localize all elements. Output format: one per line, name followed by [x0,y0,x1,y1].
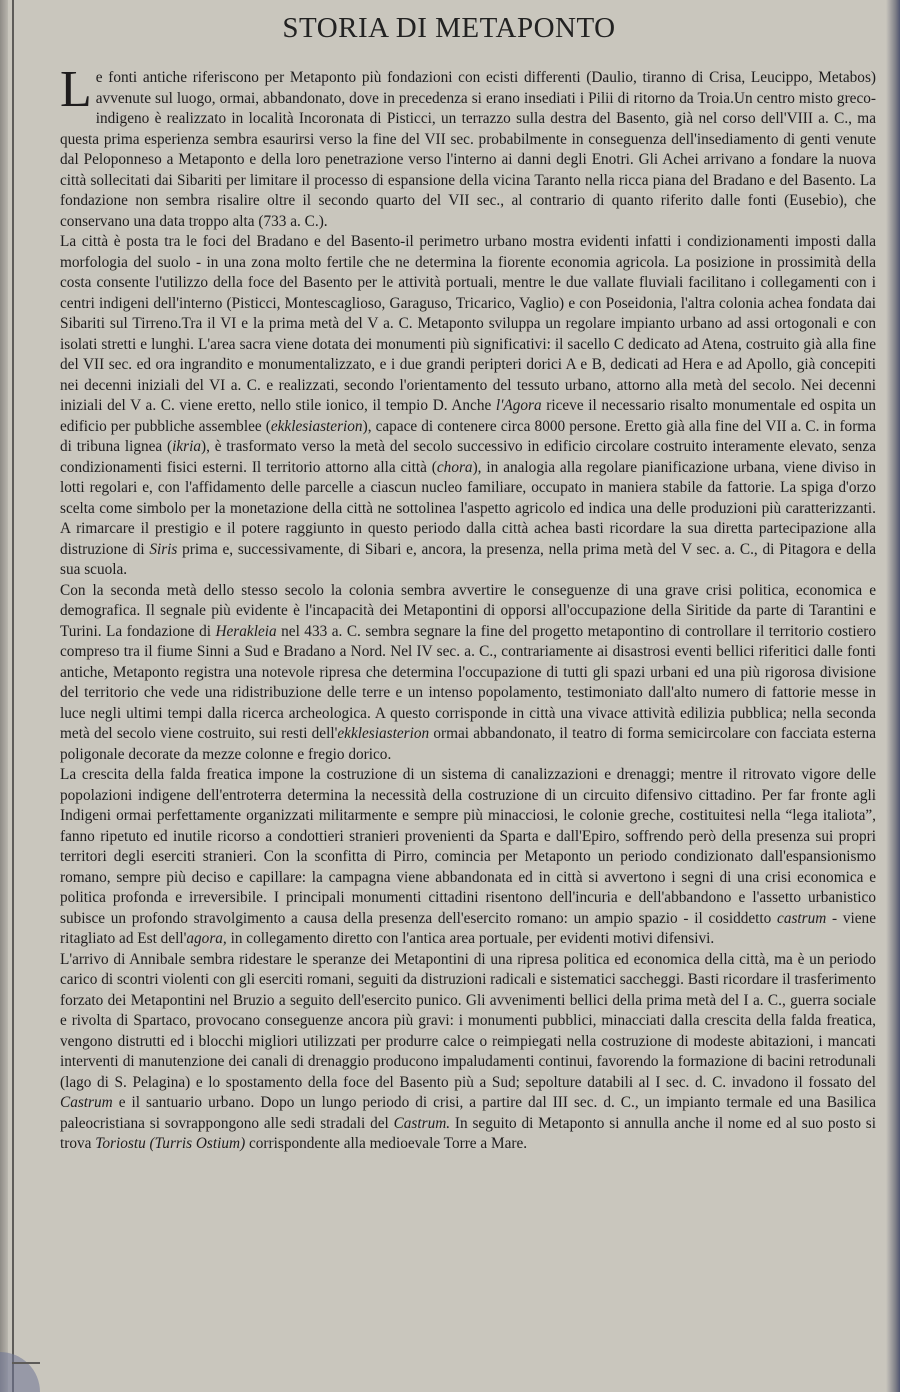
panel-left-edge [0,0,8,1392]
text-run: e il santuario urbano. Dopo un lungo periodo di crisi, a partire dal III sec. d. C., un impianto termale ed una Basilica paleocristiana si sovrappongono alle sedi stradali del [60,1094,876,1132]
page-title: STORIA DI METAPONTO [282,12,616,44]
article-body [60,61,876,1155]
text-run: ), in analogia alla regolare pianificazione urbana, viene diviso in lotti regolari e, con l'affidamento delle parcelle a ciascun nucleo familiare, occupato in maniera stabile da fattorie. La spiga d'orzo scelta come simbolo per la monetazione della città ne sottolinea l'aspetto agricolo ed indica una delle produzioni più caratterizzanti. A rimarcare il prestigio e il potere raggiunto in questo periodo dalla città achea basti ricordare la sua diretta partecipazione alla distruzione di [60,458,876,558]
paragraph-3 [60,581,876,766]
text-run: ), è trasformato verso la metà del secolo successivo in edificio circolare costruito interamente elevato, senza condizionamenti fisici esterni. Il territorio attorno alla città ( [60,438,876,476]
text-run: La città è posta tra le foci del Bradano e del Basento-il perimetro urbano mostra evidenti infatti i condizionamenti imposti dalla morfologia del suolo - in una zona molto fertile che ne determina la fiorente economia agricola. La posizione in prossimità della costa consente l'utilizzo della foce del Basento per le attività portuali, mentre le due vallate fluviali facilitano i collegamenti con i centri indigeni dell'interno (Pisticci, Montescaglioso, Garaguso, Tricarico, Vaglio) e con Poseidonia, l'altra colonia achea fondata dai Sibariti sul Tirreno.Tra il VI e la prima metà del V a. C. Metaponto sviluppa un regolare impianto urbano ad assi ortogonali e con isolati stretti e lunghi. L'area sacra viene dotata dei monumenti più significativi: il sacello C dedicato ad Atena, costruito già alla fine del VII sec. ed ora ingrandito e monumentalizzato, e i due grandi peripteri dorici A e B, dedicati ad Hera e ad Apollo, già concepiti nei decenni iniziali del VI a. C. e realizzati, secondo l'orientamento del tessuto urbano, attorno alla metà del secolo. Nei decenni iniziali del V a. C. viene eretto, nello stile ionico, il tempio D. Anche [60,233,876,414]
italic-term: Toriostu (Turris Ostium) [95,1135,246,1152]
italic-term: ekklesiasterion [270,417,363,435]
italic-term: chora [436,458,473,476]
paragraph-4 [60,765,876,950]
text-run: L'arrivo di Annibale sembra ridestare le speranze dei Metapontini di una ripresa politica ed economica della città, ma è un periodo carico di scontri violenti con gli eserciti romani, seguiti da distruzioni radicali e sistematici saccheggi. Basti ricordare il trasferimento forzato dei Metapontini nel Bruzio a seguito dell'esercito punico. Gli avvenimenti bellici della prima metà del I a. C., guerra sociale e rivolta di Spartaco, provocano conseguenze ancora più gravi: i monumenti pubblici, minacciati dalla crescita della falda freatica, vengono distrutti ed i blocchi migliori utilizzati per produrre calce o reimpiegati nella costruzione di modeste abitazioni, i mancati interventi di manutenzione dei canali di drenaggio producono impaludamenti continui, favorendo la formazione di bacini retrodunali (lago di S. Pelagina) e lo spostamento della foce del Basento più a Sud; sepolture databili al I sec. d. C. invadono il fossato del [60,950,876,1091]
text-run: La crescita della falda freatica impone la costruzione di un sistema di canalizzazioni e drenaggi; mentre il ritrovato vigore delle popolazioni indigene dell'entroterra determina la necessità della costruzione di un circuito difensivo cittadino. Per far fronte agli Indigeni ormai perfettamente organizzati militarmente e sempre più minacciosi, le colonie greche, costituitesi nella “lega italiota”, fanno ripetuto ed inutile ricorso a condottieri stranieri provenienti da Sparta e dall'Epiro, soffrendo però della presenza sui propri territori degli eserciti stranieri. Con la sconfitta di Pirro, comincia per Metaponto un periodo condizionato dall'espansionismo romano, sempre più deciso e capillare: la campagna viene abbandonata ed in città si avvertono i segni di una crisi economica e politica profonda e irreversibile. I principali monumenti cittadini risentono dell'incuria e dell'abbandono e l'assetto urbanistico subisce un profondo stravolgimento a causa della presenza dell'esercito romano: un ampio spazio - il cosiddetto [60,766,876,927]
italic-term: Castrum. [393,1114,451,1132]
text-run: ormai abbandonato, il teatro di forma semicircolare con facciata esterna poligonale decorate da mezze colonne e fregio dorico. [60,725,876,763]
text-run: Con la seconda metà dello stesso secolo la colonia sembra avvertire le conseguenze di una grave crisi politica, economica e demografica. Il segnale più evidente è l'incapacità dei Metapontini di opporsi all'occupazione della Siritide da parte di Tarantini e Turini. La fondazione di [60,581,876,640]
italic-term: l'Agora [495,397,542,414]
text-run: - viene ritagliato ad Est dell' [60,909,876,947]
text-run: in collegamento diretto con l'antica area portuale, per evidenti motivi difensivi. [226,930,715,947]
text-run: riceve il necessario risalto monumentale ed ospita un edificio per pubbliche assemblee ( [60,397,876,435]
italic-term: Herakleia [215,622,277,640]
paragraph-1 [60,61,876,232]
italic-term: castrum [777,909,827,927]
italic-term: ikria [172,438,201,455]
frame-line [12,0,14,1392]
text-run: e fonti antiche riferiscono per Metaponto più fondazioni con ecisti differenti (Daulio, tiranno di Crisa, Leucippo, Metabos) avvenute sul luogo, ormai, abbandonato, dove in precedenza si erano insediati i Pilii di ritorno da Troia.Un centro misto greco-indigeno è realizzato in località Incoronata di Pisticci, un terrazzo sulla destra del Basento, già nel corso dell'VIII a. C., ma questa prima esperienza sembra esaurirsi verso la fine del VII sec. probabilmente in conseguenza dell'insediamento di genti venute dal Peloponneso a Metaponto e della loro penetrazione verso l'interno ai danni degli Enotri. Gli Achei arrivano a fondare la nuova città sollecitati dai Sibariti per limitare il processo di espansione della vicina Taranto nella ricca piana del Bradano e del Basento. La fondazione non sembra risalire oltre il secondo quarto del VII sec., al contrario di quanto riferito dalle fonti (Eusebio), che conservano una data troppo alta (733 a. C.). [60,69,876,230]
text-run: In seguito di Metaponto si annulla anche il nome ed al suo posto si trova [60,1114,876,1152]
panel-right-edge [886,0,900,1392]
info-panel [22,0,876,1392]
paragraph-2 [60,232,876,581]
text-run: nel 433 a. C. sembra segnare la fine del progetto metapontino di controllare il territorio costiero compreso tra il fiume Sinni a Sud e Bradano a Nord. Nel IV sec. a. C., contrariamente ai disastrosi eventi bellici riferitici dalle fonti antiche, Metaponto registra una notevole ripresa che determina l'occupazione di tutti gli spazi urbani ed una più rigorosa divisione del territorio che vede una ridistribuzione delle terre e un intenso popolamento, testimoniato dall'alto numero di fattorie messe in luce negli ultimi tempi dalla ricerca archeologica. A questo corrisponde in città una vivace attività edilizia pubblica; nella seconda metà del secolo viene costruito, sui resti dell' [60,622,876,742]
text-run: ), capace di contenere circa 8000 persone. Eretto già alla fine del VII a. C. in forma di tribuna lignea ( [60,417,876,455]
italic-term: Siris [149,540,178,558]
italic-term: agora, [186,930,227,947]
text-run: prima e, successivamente, di Sibari e, ancora, la presenza, nella prima metà del V sec. a. C., di Pitagora e della sua scuola. [60,540,876,578]
drop-cap: L [60,61,92,118]
text-run: corrispondente alla medioevale Torre a Mare. [245,1135,528,1152]
italic-term: Castrum [60,1094,113,1111]
italic-term: ekklesiasterion [337,725,430,742]
paragraph-5 [60,950,876,1155]
